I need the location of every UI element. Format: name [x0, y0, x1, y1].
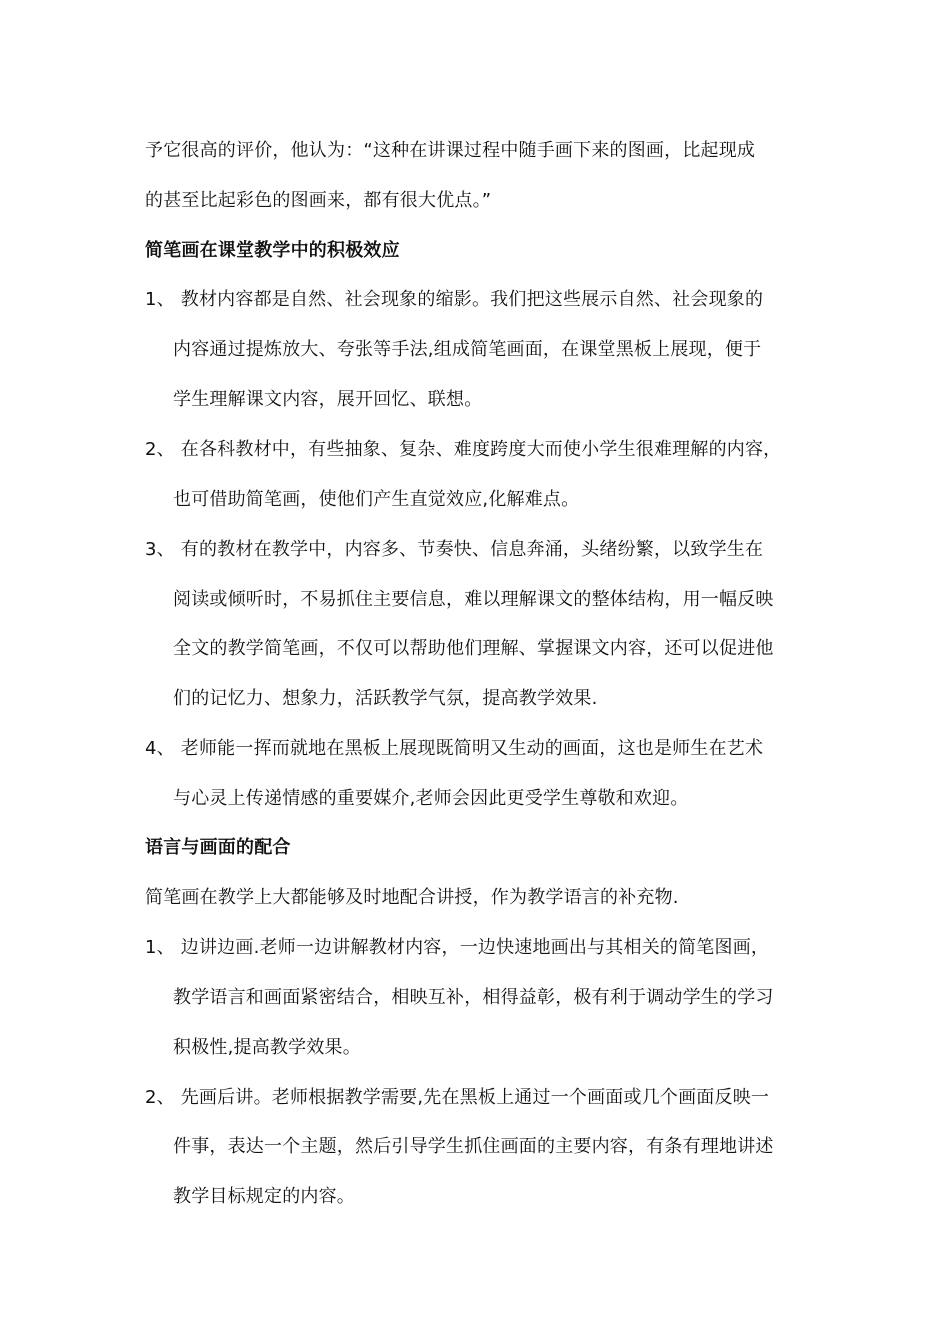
list-item-3-line-3: 全文的教学简笔画，不仅可以帮助他们理解、掌握课文内容，还可以促进他	[173, 638, 774, 659]
list-item-2-line-2: 也可借助简笔画，使他们产生直觉效应,化解难点。	[173, 489, 580, 510]
section-heading-positive-effects: 简笔画在课堂教学中的积极效应	[145, 240, 400, 261]
list-item-6-line-2: 件事，表达一个主题，然后引导学生抓住画面的主要内容，有条有理地讲述	[173, 1136, 774, 1157]
list-item-3-line-1: 3、 有的教材在教学中，内容多、节奏快、信息奔涌，头绪纷繁，以致学生在	[145, 539, 764, 560]
section-heading-language-and-picture: 语言与画面的配合	[145, 837, 291, 858]
list-item-3-line-2: 阅读或倾听时，不易抓住主要信息，难以理解课文的整体结构，用一幅反映	[173, 589, 774, 610]
section-2-intro: 简笔画在教学上大都能够及时地配合讲授，作为教学语言的补充物.	[145, 887, 679, 908]
intro-line-2: 的甚至比起彩色的图画来，都有很大优点。”	[145, 190, 492, 211]
list-item-5-line-3: 积极性,提高教学效果。	[173, 1037, 361, 1058]
list-item-4-line-1: 4、 老师能一挥而就地在黑板上展现既简明又生动的画面，这也是师生在艺术	[145, 738, 764, 759]
list-item-6-line-1: 2、 先画后讲。老师根据教学需要,先在黑板上通过一个画面或几个画面反映一	[145, 1087, 770, 1108]
list-item-1-line-2: 内容通过提炼放大、夸张等手法,组成简笔画面，在课堂黑板上展现，便于	[173, 339, 762, 360]
list-item-6-line-3: 教学目标规定的内容。	[173, 1186, 355, 1207]
intro-line-1: 予它很高的评价，他认为：“这种在讲课过程中随手画下来的图画，比起现成	[145, 140, 756, 161]
list-item-5-line-2: 教学语言和画面紧密结合，相映互补，相得益彰，极有利于调动学生的学习	[173, 987, 774, 1008]
list-item-1-line-3: 学生理解课文内容，展开回忆、联想。	[173, 389, 483, 410]
list-item-1-line-1: 1、 教材内容都是自然、社会现象的缩影。我们把这些展示自然、社会现象的	[145, 289, 764, 310]
list-item-3-line-4: 们的记忆力、想象力，活跃教学气氛，提高教学效果.	[173, 688, 598, 709]
list-item-2-line-1: 2、 在各科教材中，有些抽象、复杂、难度跨度大而使小学生很难理解的内容，	[145, 439, 782, 460]
list-item-4-line-2: 与心灵上传递情感的重要媒介,老师会因此更受学生尊敬和欢迎。	[173, 788, 689, 809]
list-item-5-line-1: 1、 边讲边画.老师一边讲解教材内容，一边快速地画出与其相关的简笔图画，	[145, 937, 770, 958]
